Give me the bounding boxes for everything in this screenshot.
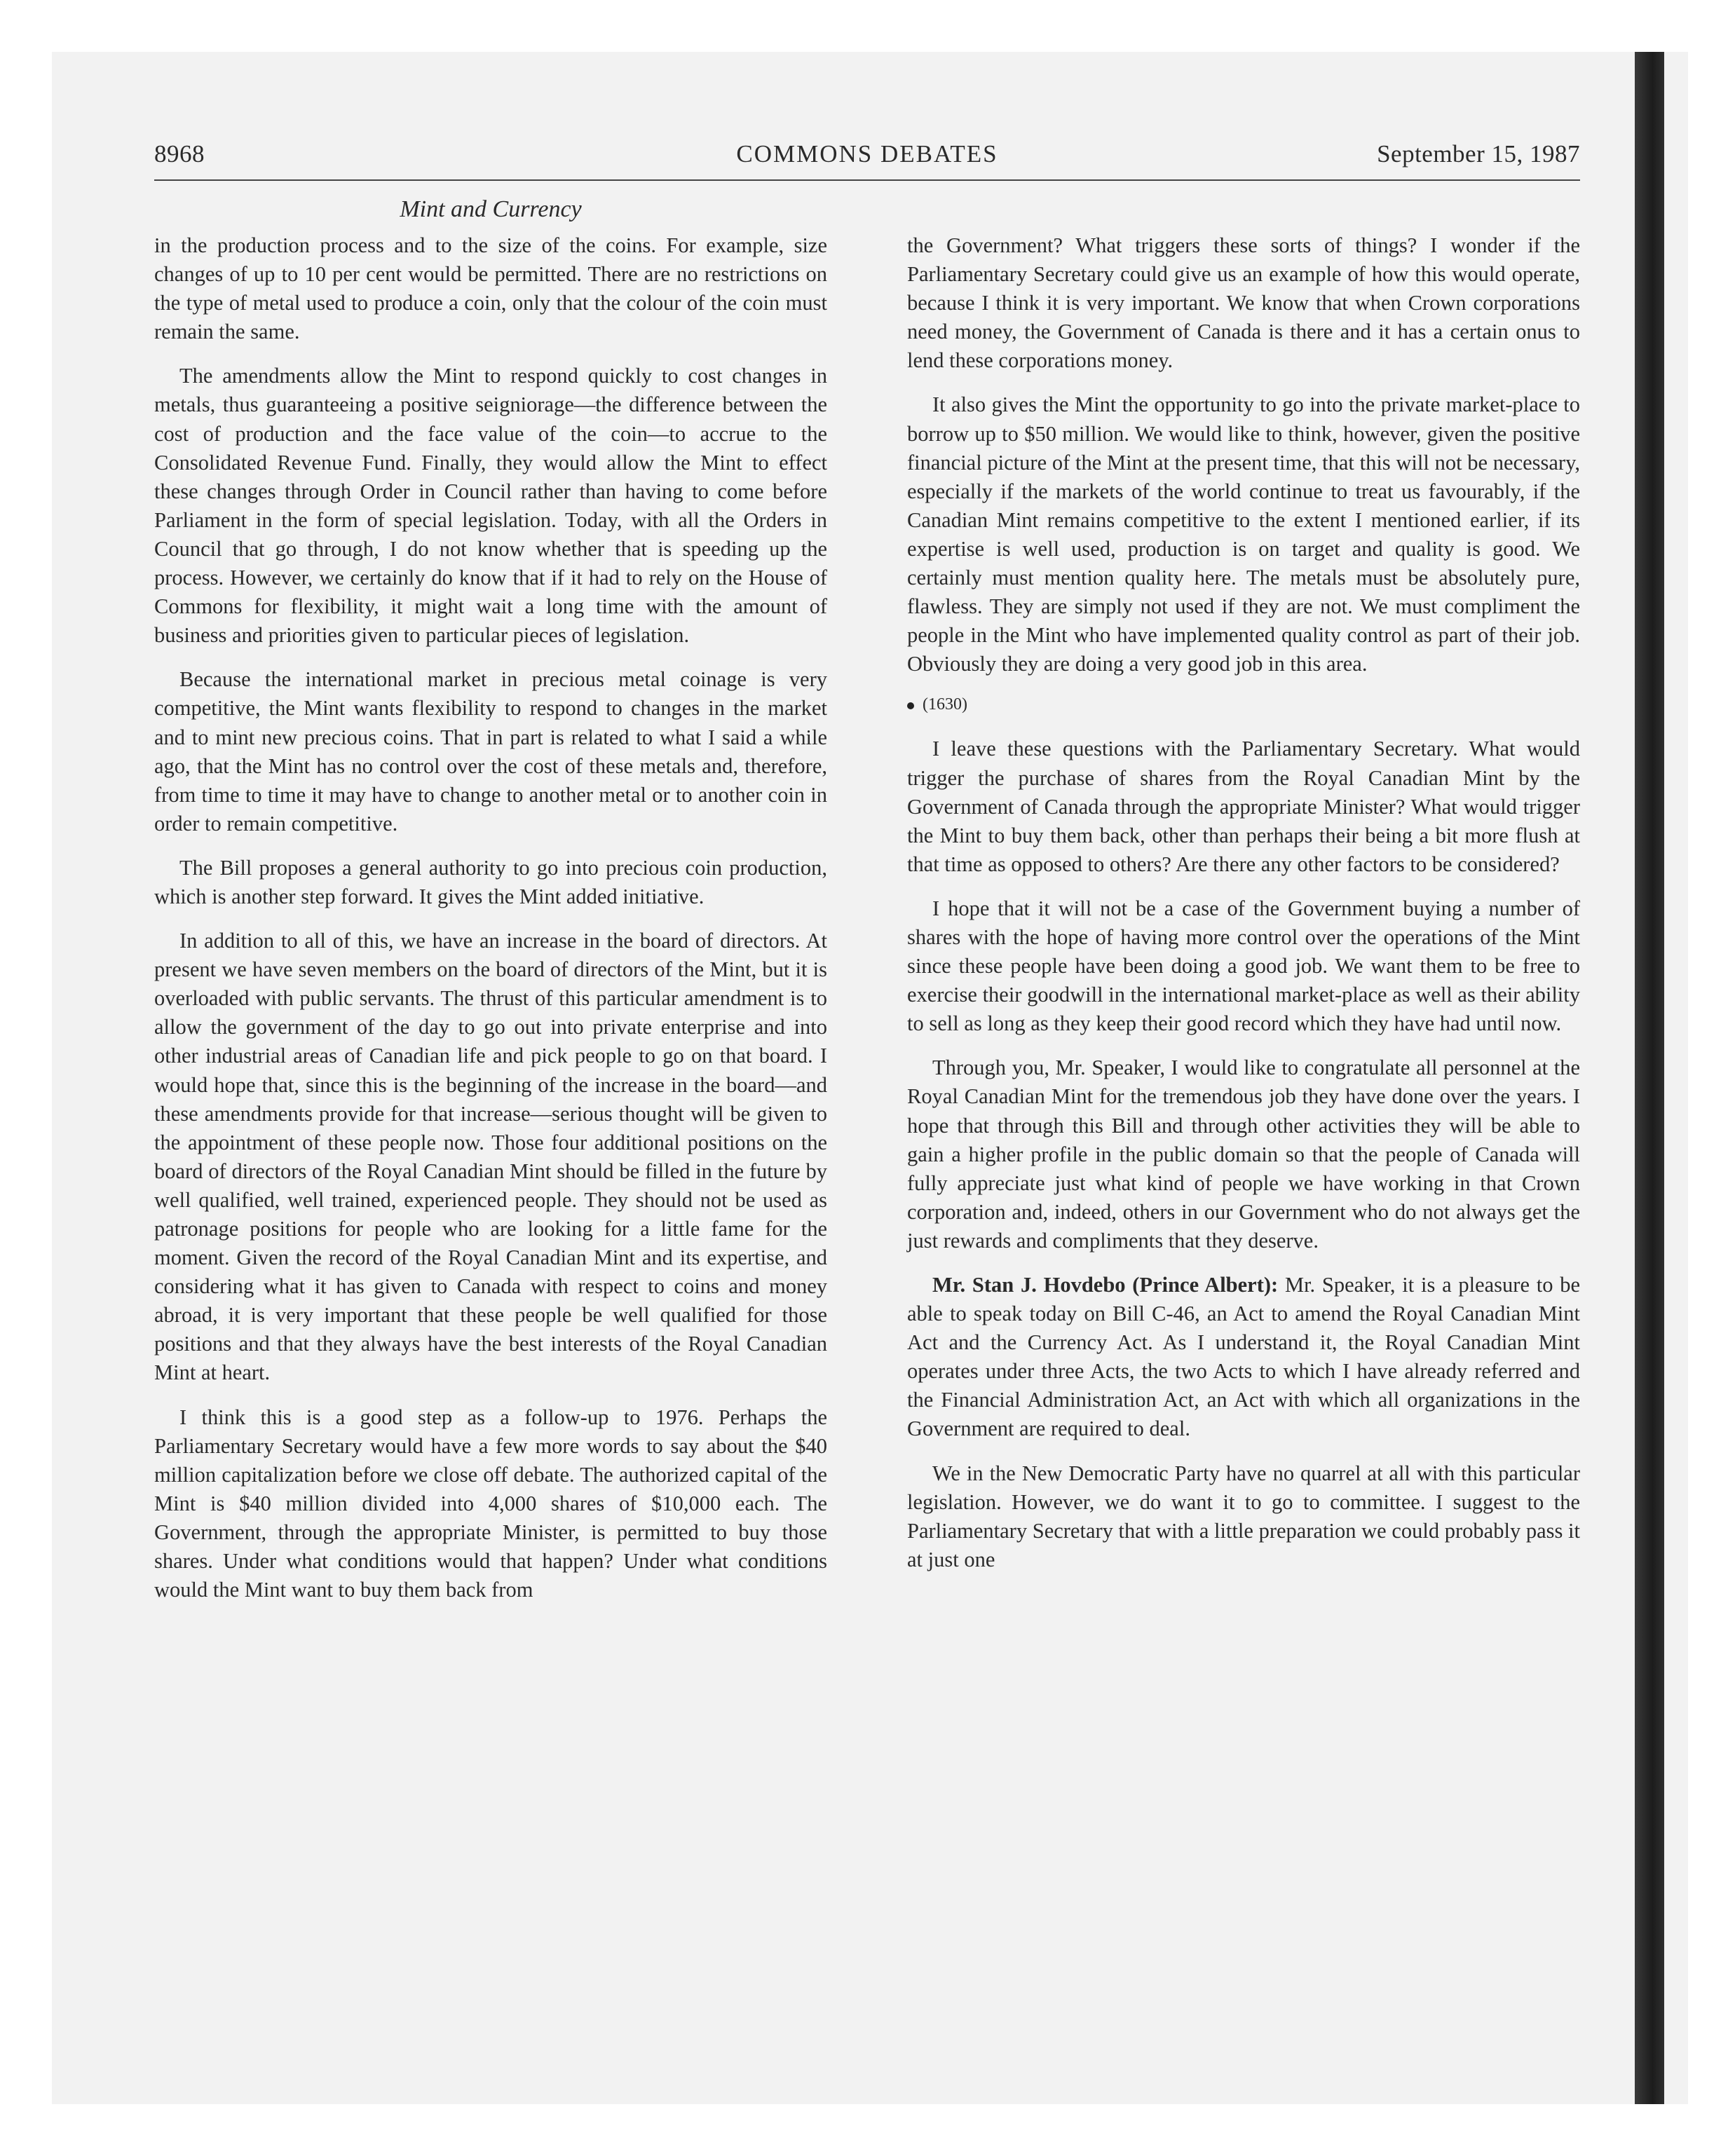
speaker-name: Mr. Stan J. Hovdebo (Prince Albert): — [932, 1273, 1279, 1297]
left-column — [154, 231, 827, 1620]
running-header — [154, 140, 1580, 177]
debate-date: September 15, 1987 — [1377, 140, 1580, 168]
time-marker-label: (1630) — [923, 695, 967, 714]
page-number: 8968 — [154, 140, 205, 168]
section-title: Mint and Currency — [400, 196, 582, 222]
time-marker — [907, 694, 1580, 715]
speaker-paragraph — [907, 1271, 1580, 1444]
paragraph: in the production process and to the size of the coins. For example, size changes of up to 10 per cent would be permitted. There are no restrictions on the type of metal used to produce a coin, only that the colour of the coin must remain the same. — [154, 233, 827, 344]
paragraph: I leave these questions with the Parliamentary Secretary. What would trigger the purchase of shares from the Royal Canadian Mint by the Government of Canada through the appropriate Minister? What would trigger the Mint to buy them back, other than perhaps their being a bit more flush at that time as opposed to others? Are there any other factors to be considered? — [907, 737, 1580, 876]
paragraph: The amendments allow the Mint to respond quickly to cost changes in metals, thus guaranteeing a positive seigniorage—the difference between the cost of production and the face value of the coin—to accrue to the Consolidated Revenue Fund. Finally, they would allow the Mint to effect these changes through Order in Council rather than having to come before Parliament in the form of special legislation. Today, with all the Orders in Council that go through, I do not know whether that is speeding up the process. However, we certainly do know that if it had to rely on the House of Commons for flexibility, it might wait a long time with the amount of business and priorities given to particular pieces of legislation. — [154, 364, 827, 648]
right-column — [907, 231, 1580, 1590]
paragraph: The Bill proposes a general authority to go into precious coin production, which is another step forward. It gives the Mint added initiative. — [154, 855, 827, 908]
paragraph: Because the international market in precious metal coinage is very competitive, the Mint wants flexibility to respond to changes in the market and to mint new precious coins. That in part is related to what I said a while ago, that the Mint has no control over the cost of these metals and, therefore, from time to time it may have to change to another metal or to another coin in order to remain competitive. — [154, 667, 827, 835]
paragraph: It also gives the Mint the opportunity to go into the private market-place to borrow up to $50 million. We would like to think, however, given the positive financial picture of the Mint at the present time, that this will not be necessary, especially if the markets of the world continue to treat us favourably, if the Canadian Mint remains competitive to the extent I mentioned earlier, if its expertise is well used, production is on target and quality is good. We certainly must mention quality here. The metals must be absolutely pure, flawless. They are simply not used if they are not. We must compliment the people in the Mint who have implemented quality control as part of their job. Obviously they are doing a very good job in this area. — [907, 393, 1580, 676]
paragraph: We in the New Democratic Party have no quarrel at all with this particular legislation. However, we do want it to go to committee. I suggest to the Parliamentary Secretary that with a little preparation we could probably pass it at just one — [907, 1461, 1580, 1571]
bullet-icon — [907, 702, 914, 709]
page-content — [154, 140, 1580, 1602]
header-rule — [154, 179, 1580, 181]
scan-binding-edge — [1635, 52, 1664, 2104]
speech-text: Mr. Speaker, it is a pleasure to be able to speak today on Bill C-46, an Act to amend the Royal Canadian Mint Act and the Currency Act. As I understand it, the Royal Canadian Mint operates under three Acts, the two Acts to which I have already referred and the Financial Administration Act, an Act with which all organizations in the Government are required to deal. — [907, 1273, 1580, 1441]
paragraph: I hope that it will not be a case of the Government buying a number of shares with the hope of having more control over the operations of the Mint since these people have been doing a good job. We want them to be free to exercise their goodwill in the international market-place as well as their ability to sell as long as they keep their good record which they have had until now. — [907, 896, 1580, 1036]
paragraph: In addition to all of this, we have an increase in the board of directors. At present we have seven members on the board of directors of the Mint, but it is overloaded with public servants. The thrust of this particular amendment is to allow the government of the day to go out into private enterprise and into other industrial areas of Canadian life and pick people to go on that board. I would hope that, since this is the beginning of the increase in the board—and these amendments provide for that increase—serious thought will be given to the appointment of these people now. Those four additional positions on the board of directors of the Royal Canadian Mint should be filled in the future by well qualified, well trained, experienced people. They should not be used as patronage positions for people who are looking for a little fame for the moment. Given the record of the Royal Canadian Mint and its expertise, and considering what it has given to Canada with respect to coins and money abroad, it is very important that these people be well qualified for those positions and that they always have the best interests of the Royal Canadian Mint at heart. — [154, 929, 827, 1385]
paragraph: the Government? What triggers these sorts of things? I wonder if the Parliamentary Secretary could give us an example of how this would operate, because I think it is very important. We know that when Crown corporations need money, the Government of Canada is there and it has a certain onus to lend these corporations money. — [907, 233, 1580, 373]
paragraph: Through you, Mr. Speaker, I would like to congratulate all personnel at the Royal Canadian Mint for the tremendous job they have done over the years. I hope that through this Bill and through other activities they will be able to gain a higher profile in the public domain so that the people of Canada will fully appreciate just what kind of people we have working in that Crown corporation and, indeed, others in our Government who do not always get the just rewards and compliments that they deserve. — [907, 1056, 1580, 1253]
publication-title: COMMONS DEBATES — [736, 140, 998, 168]
paragraph: I think this is a good step as a follow-up to 1976. Perhaps the Parliamentary Secretary would have a few more words to say about the $40 million capitalization before we close off debate. The authorized capital of the Mint is $40 million divided into 4,000 shares of $10,000 each. The Government, through the appropriate Minister, is permitted to buy those shares. Under what conditions would that happen? Under what conditions would the Mint want to buy them back from — [154, 1405, 827, 1602]
